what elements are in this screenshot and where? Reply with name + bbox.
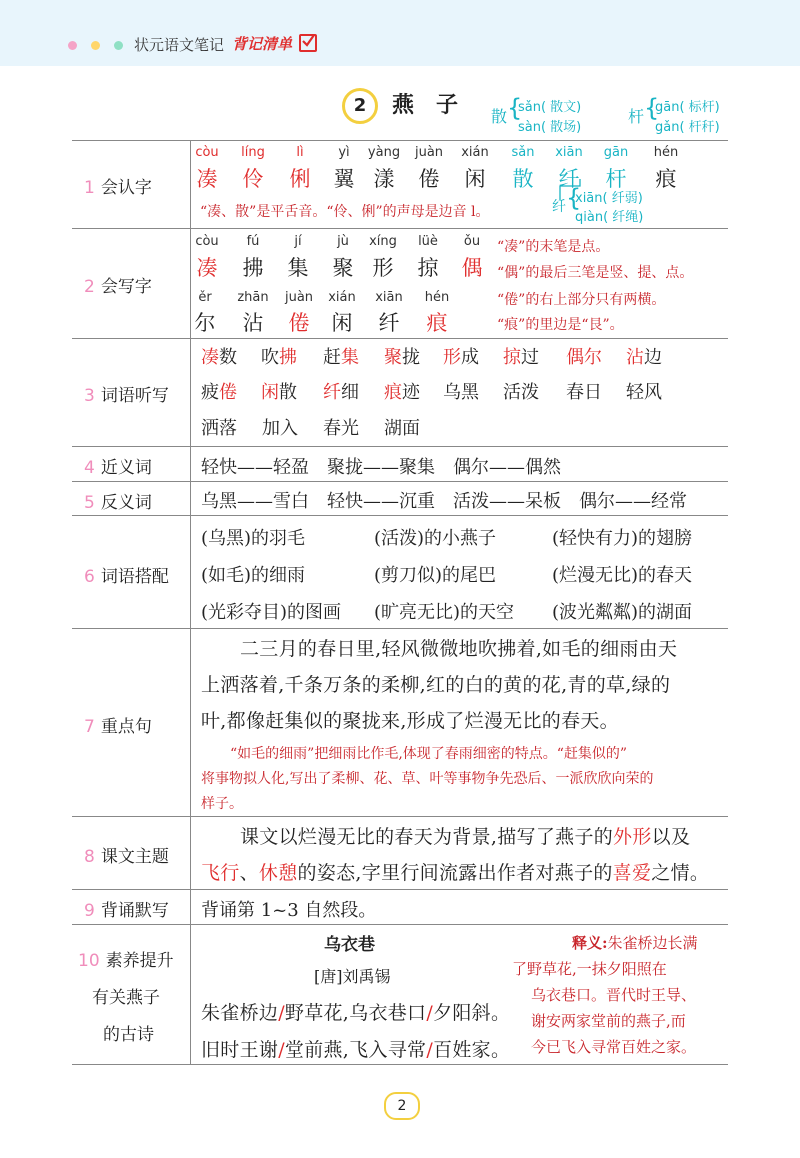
synonyms-text: 轻快——轻盈 聚拢——聚集 偶尔——偶然	[201, 457, 561, 478]
checkbox-icon	[299, 34, 317, 52]
pinyin: lì	[296, 145, 304, 160]
row-label-7: 7 重点句	[84, 717, 152, 737]
dictation-word	[384, 378, 420, 404]
recognize-char: 漾	[373, 167, 395, 191]
dictation-word: 加入	[262, 418, 298, 439]
collocation-item: (剪刀似)的尾巴	[374, 565, 497, 586]
dictation-word	[443, 378, 479, 404]
table-line	[72, 140, 728, 141]
pinyin: lüè	[418, 234, 438, 249]
key-sentence-3: 叶,都像赶集似的聚拢来,形成了烂漫无比的春天。	[201, 710, 619, 732]
pinyin: ěr	[198, 290, 212, 305]
dictation-word	[261, 343, 297, 369]
dictation-word	[384, 343, 420, 369]
table-line	[72, 924, 728, 925]
pinyin: jù	[337, 234, 349, 249]
table-line	[72, 889, 728, 890]
dictation-word	[261, 378, 297, 404]
write-char: 闲	[331, 311, 353, 335]
table-line	[72, 628, 728, 629]
recite-text: 背诵第 1~3 自然段。	[201, 900, 377, 921]
write-char: 凑	[196, 256, 218, 280]
pinyin: sǎn	[511, 145, 535, 160]
dictation-part: 疲	[201, 382, 219, 403]
poem-gloss-5: 今已飞入寻常百姓之家。	[531, 1038, 697, 1056]
dictation-part: 细	[341, 382, 359, 403]
dictation-word	[626, 343, 662, 369]
poem-title: 乌衣巷	[324, 935, 375, 955]
table-line	[72, 338, 728, 339]
collocation-item: (轻快有力)的翅膀	[552, 528, 693, 549]
dictation-part: 偶尔	[566, 347, 602, 368]
page-number: 2	[384, 1092, 420, 1120]
row-label-10: 10 素养提升	[78, 951, 174, 971]
key-sentence-2: 上洒落着,千条万条的柔柳,红的白的黄的花,青的草,绿的	[201, 674, 671, 696]
header-bar	[0, 0, 800, 66]
dictation-part: 闲	[261, 382, 279, 403]
recognize-char: 杆	[605, 167, 627, 191]
row-label-10-line3: 的古诗	[103, 1025, 154, 1045]
poem-author: [唐]刘禹锡	[314, 967, 391, 986]
collocation-item: (波光粼粼)的湖面	[552, 602, 693, 623]
recognize-char: 痕	[655, 167, 677, 191]
collocation-item: (烂漫无比)的春天	[552, 565, 693, 586]
lesson-number-badge: 2	[342, 88, 378, 124]
dictation-word	[626, 378, 662, 404]
pinyin: xián	[461, 145, 489, 160]
recognize-note: “凑、散”是平舌音。“伶、俐”的声母是边音 l。	[200, 204, 490, 220]
brand-title: 状元语文笔记	[134, 36, 225, 54]
collocation-item: (旷亮无比)的天空	[374, 602, 515, 623]
write-char: 倦	[288, 311, 310, 335]
pinyin: líng	[241, 145, 265, 160]
write-char: 掠	[417, 256, 439, 280]
table-line	[72, 1064, 728, 1065]
dictation-part: 形	[443, 347, 461, 368]
dictation-word	[323, 343, 359, 369]
recognize-char: 散	[512, 167, 534, 191]
key-sentence-1: 二三月的春日里,轻风微微地吹拂着,如毛的细雨由天	[240, 638, 678, 660]
key-note-3: 样子。	[201, 796, 243, 812]
write-char: 形	[372, 256, 394, 280]
pinyin: ǒu	[463, 234, 481, 249]
dictation-part: 成	[461, 347, 479, 368]
collocation-item: (如毛)的细雨	[201, 565, 306, 586]
dictation-part: 过	[521, 347, 539, 368]
row-label-3: 3 词语听写	[84, 386, 169, 406]
pinyin: yàng	[367, 145, 401, 160]
dictation-word: 湖面	[384, 418, 420, 439]
dictation-part: 凑	[201, 347, 219, 368]
write-char: 痕	[426, 311, 448, 335]
row-label-8: 8 课文主题	[84, 847, 169, 867]
write-note-1: “凑”的末笔是点。	[497, 239, 610, 255]
table-line	[72, 228, 728, 229]
antonyms-text: 乌黑——雪白 轻快——沉重 活泼——呆板 偶尔——经常	[201, 491, 687, 512]
pinyin: juàn	[284, 290, 314, 305]
recognize-char: 闲	[464, 167, 486, 191]
pinyin: jí	[294, 234, 302, 249]
dictation-part: 迹	[402, 382, 420, 403]
san-reading-2: sàn( 散场)	[518, 120, 582, 135]
table-line	[72, 515, 728, 516]
dictation-part: 倦	[219, 382, 237, 403]
gan-brace: {	[644, 94, 660, 122]
pinyin: fú	[246, 234, 260, 249]
dictation-part: 集	[341, 347, 359, 368]
dictation-part: 边	[644, 347, 662, 368]
dictation-part: 乌黑	[443, 382, 479, 403]
row-label-2: 2 会写字	[84, 277, 152, 297]
row-label-9: 9 背诵默写	[84, 901, 169, 921]
qian-brace: {	[566, 184, 582, 212]
row-label-6: 6 词语搭配	[84, 567, 169, 587]
dictation-part: 赶	[323, 347, 341, 368]
key-note-1: “如毛的细雨”把细雨比作毛,体现了春雨细密的特点。“赶集似的”	[230, 746, 628, 762]
write-note-3: “倦”的右上部分只有两横。	[497, 292, 666, 308]
dictation-part: 活泼	[503, 382, 539, 403]
row-label-10-line2: 有关燕子	[92, 988, 160, 1008]
theme-line-2: 飞行、休憩的姿态,字里行间流露出作者对燕子的喜爱之情。	[201, 862, 710, 884]
header-subtitle: 背记清单	[232, 35, 293, 53]
san-brace: {	[507, 94, 523, 122]
collocation-item: (活泼)的小燕子	[374, 528, 497, 549]
pinyin: gān	[603, 145, 629, 160]
dictation-part: 沾	[626, 347, 644, 368]
pinyin: zhān	[237, 290, 269, 305]
dictation-word	[443, 343, 479, 369]
pinyin: còu	[195, 145, 219, 160]
row-label-1: 1 会认字	[84, 178, 152, 198]
gan-reading-2: gǎn( 杆秆)	[655, 120, 720, 135]
recognize-char: 纤	[558, 167, 580, 191]
poem-line-1: 朱雀桥边/野草花,乌衣巷口/夕阳斜。	[201, 1002, 511, 1024]
write-char: 沾	[242, 311, 264, 335]
pinyin: xiān	[555, 145, 583, 160]
write-note-4: “痕”的里边是“艮”。	[497, 317, 624, 333]
table-line	[72, 446, 728, 447]
dictation-word	[566, 378, 602, 404]
dictation-word	[503, 378, 539, 404]
arrow-icon	[550, 176, 590, 204]
theme-line-1: 课文以烂漫无比的春天为背景,描写了燕子的外形以及	[240, 826, 691, 848]
write-note-2: “偶”的最后三笔是竖、提、点。	[497, 265, 694, 281]
recognize-char: 凑	[196, 167, 218, 191]
dictation-word	[503, 343, 539, 369]
recognize-char: 倦	[418, 167, 440, 191]
recognize-char: 伶	[242, 167, 264, 191]
san-reading-1: sǎn( 散文)	[518, 100, 582, 115]
table-line	[72, 481, 728, 482]
pinyin: xiān	[375, 290, 403, 305]
pinyin: còu	[195, 234, 219, 249]
collocation-item: (乌黑)的羽毛	[201, 528, 306, 549]
row-label-5: 5 反义词	[84, 493, 152, 513]
gan-reading-1: gān( 标杆)	[655, 100, 720, 115]
recognize-char: 翼	[333, 167, 355, 191]
yellow-dot	[91, 41, 100, 50]
dictation-part: 春日	[566, 382, 602, 403]
dictation-word	[566, 343, 602, 369]
pinyin: juàn	[414, 145, 444, 160]
collocation-item: (光彩夺目)的图画	[201, 602, 342, 623]
poem-gloss-4: 谢安两家堂前的燕子,而	[531, 1012, 686, 1030]
dictation-word: 春光	[323, 418, 359, 439]
pinyin: hén	[424, 290, 450, 305]
green-dot	[114, 41, 123, 50]
pinyin: hén	[653, 145, 679, 160]
dictation-word	[323, 378, 359, 404]
recognize-char: 俐	[289, 167, 311, 191]
write-char: 聚	[332, 256, 354, 280]
dictation-part: 数	[219, 347, 237, 368]
poem-gloss-3: 乌衣巷口。晋代时王导、	[531, 986, 697, 1004]
dictation-part: 轻风	[626, 382, 662, 403]
write-char: 尔	[194, 311, 216, 335]
pink-dot	[68, 41, 77, 50]
write-char: 集	[287, 256, 309, 280]
dictation-part: 痕	[384, 382, 402, 403]
san-char: 散	[491, 107, 508, 126]
row-label-4: 4 近义词	[84, 458, 152, 478]
poem-gloss-1: 释义:朱雀桥边长满	[572, 934, 698, 952]
pinyin: yì	[338, 145, 350, 160]
qian-char: 纤	[552, 199, 566, 215]
qian-reading-2: qiàn( 纤绳)	[575, 210, 644, 225]
write-char: 纤	[378, 311, 400, 335]
dictation-part: 掠	[503, 347, 521, 368]
poem-line-2: 旧时王谢/堂前燕,飞入寻常/百姓家。	[201, 1039, 511, 1061]
dictation-part: 吹	[261, 347, 279, 368]
dictation-part: 散	[279, 382, 297, 403]
pinyin: xián	[328, 290, 356, 305]
lesson-title: 燕 子	[392, 93, 459, 118]
dictation-word	[201, 378, 237, 404]
key-note-2: 将事物拟人化,写出了柔柳、花、草、叶等事物争先恐后、一派欣欣向荣的	[201, 771, 654, 787]
dictation-part: 拢	[402, 347, 420, 368]
table-line	[72, 816, 728, 817]
dictation-word	[201, 343, 237, 369]
dictation-part: 纤	[323, 382, 341, 403]
dictation-part: 拂	[279, 347, 297, 368]
gan-char: 杆	[628, 107, 645, 126]
dictation-word: 洒落	[201, 418, 237, 439]
qian-reading-1: xiān( 纤弱)	[575, 191, 643, 206]
write-char: 拂	[242, 256, 264, 280]
poem-gloss-2: 了野草花,一抹夕阳照在	[512, 960, 667, 978]
pinyin: xíng	[369, 234, 397, 249]
write-char: 偶	[461, 256, 483, 280]
dictation-part: 聚	[384, 347, 402, 368]
